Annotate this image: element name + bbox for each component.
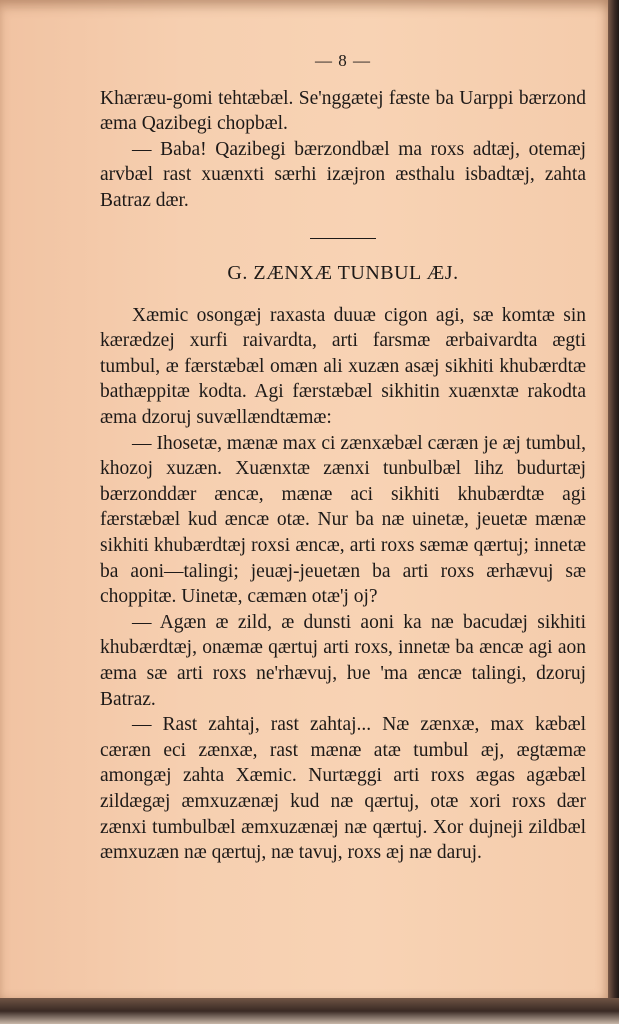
top-paragraphs <box>100 86 586 214</box>
paragraph: — Agæn æ zild, æ dunsti aoni ka næ bacudæj sikhiti khubærdtæj, onæmæ qærtuj arti roxs, innetæ ba æncæ agi aon æma sæ arti roxs ne'rhævuj, ƕe 'ma æncæ talingi, dzoruj Batraz. <box>100 611 586 710</box>
paragraph: — Ihosetæ, mænæ max ci zænxæbæl cæræn je æj tumbul, khozoj xuzæn. Xuænxtæ zænxi tunbulbæl lihz budurtæj bærzonddær æncæ, mænæ aci sikhiti khubærdtæ agi færstæbæl kud æncæ otæ. Nur ba næ uinetæ, jeuetæ mænæ sikhiti khubærdtæj roxsi æncæ, arti roxs sæmæ qærtuj; innetæ ba aoni—talingi; jeuæj-jeuetæn ba arti roxs ærhævuj sæ choppitæ. Uinetæ, cæmæn otæ'j oj? <box>100 432 586 608</box>
paragraph: Khæræu-gomi tehtæbæl. Se'nggætej fæste ba Uarppi bærzond æma Qazibegi chopbæl. <box>100 87 586 135</box>
bottom-paragraphs <box>100 303 586 866</box>
paragraph: — Baba! Qazibegi bærzondbæl ma roxs adtæj, otemæj arvbæl rast xuænxti særhi izæjron æsthalu isbadtæj, zahta Batraz dær. <box>100 138 586 211</box>
section-divider <box>310 238 376 240</box>
page-right-edge <box>608 0 619 1024</box>
page-bottom-edge <box>0 998 619 1024</box>
page-text-block <box>100 48 586 866</box>
paragraph: Xæmic osongæj raxasta duuæ cigon agi, sæ komtæ sin kærædzej xurfi raivardta, arti farsmæ ærbaivardta ægti tumbul, æ færstæbæl omæn ali xuzæn asæj sikhiti khubærdtæ bathæppitæ kodta. Agi færstæbæl sikhitin xuænxtæ rakodta æma dzoruj suvællændtæmæ: <box>100 304 586 429</box>
page-number: — 8 — <box>315 51 371 70</box>
section-heading: G. ZÆNXÆ TUNBUL ÆJ. <box>227 262 459 285</box>
paragraph: — Rast zahtaj, rast zahtaj... Næ zænxæ, max kæbæl cæræn eci zænxæ, rast mænæ atæ tumbul æj, ægtæmæ amongæj zahta Xæmic. Nurtæggi arti roxs ægas agæbæl zildægæj æmxuzænæj kud næ qærtuj, otæ xori roxs dær zænxi tumbulbæl æmxuzænæj næ qærtuj. Xor dujneji zildbæl æmxuzæn næ qærtuj, næ tavuj, roxs æj næ daruj. <box>100 714 586 864</box>
